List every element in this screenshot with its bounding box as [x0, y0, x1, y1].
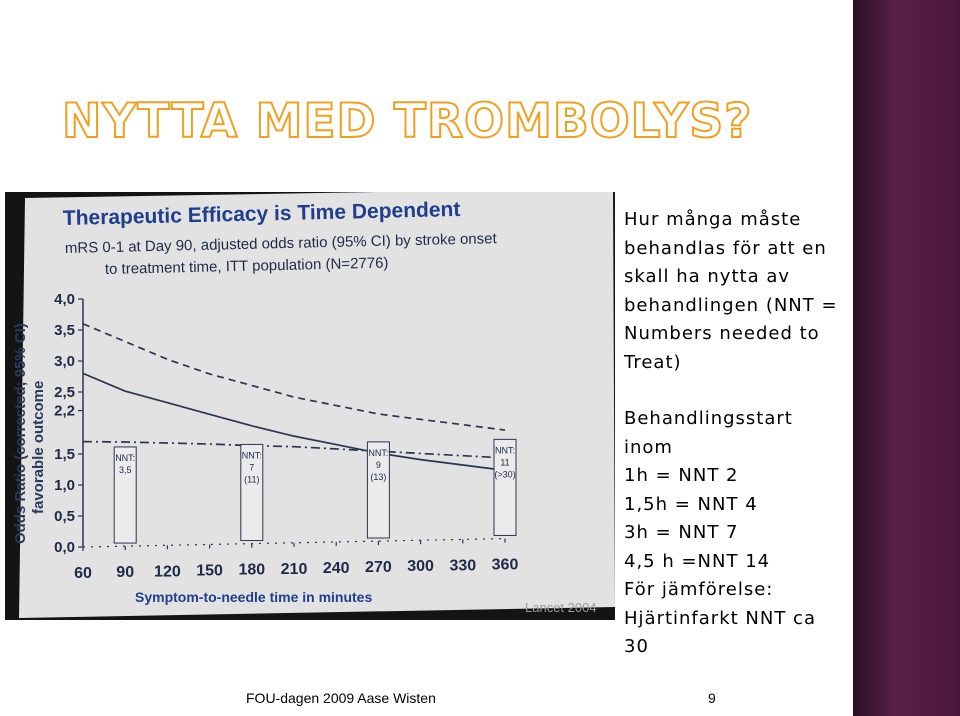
chart-photo [5, 192, 615, 620]
source-label: Lancet 2004 [525, 600, 597, 615]
y-tick-label: 1,0 [54, 477, 75, 494]
x-tick-label: 180 [238, 561, 266, 579]
nnt-box-label: NNT: [241, 450, 262, 461]
y-axis-title-line-1: Odds Ratio (corrected; 95% CI) [12, 323, 29, 544]
chart-subtitle-line-2: to treatment time, ITT population (N=2776) [104, 254, 389, 278]
slide-footer: FOU-dagen 2009 Aase Wisten [246, 690, 436, 706]
nnt-list-line: 1,5h = NNT 4 [624, 493, 758, 515]
nnt-box-label: NNT: [495, 445, 515, 456]
nnt-box-label: 11 [500, 457, 510, 468]
question-line: behandlas för att en [624, 237, 827, 259]
nnt-box-label: (13) [370, 471, 387, 482]
chart-title: Therapeutic Efficacy is Time Dependent [62, 197, 461, 230]
x-tick-label: 330 [449, 557, 477, 575]
nnt-list [624, 405, 849, 662]
page-number: 9 [708, 690, 716, 706]
nnt-box-label: NNT: [368, 447, 389, 458]
question-line: skall ha nytta av [624, 266, 791, 287]
question-line: Treat) [624, 351, 682, 373]
nnt-box-label: 7 [249, 462, 255, 473]
x-tick-label: 240 [322, 559, 350, 577]
nnt-list-line: 1h = NNT 2 [624, 465, 739, 486]
y-axis-title-line-2: favorable outcome [30, 380, 47, 514]
nnt-list-line: 30 [624, 636, 649, 657]
question-line: behandlingen (NNT = [624, 294, 838, 316]
nnt-box-label: (11) [244, 474, 260, 485]
question-line: Hur många måste [624, 209, 802, 230]
nnt-list-line: Hjärtinfarkt NNT ca [624, 607, 816, 629]
x-tick-label: 150 [196, 562, 223, 580]
x-tick-label: 90 [116, 564, 135, 582]
x-tick-label: 120 [154, 563, 181, 581]
x-tick-label: 270 [365, 559, 392, 577]
side-text [624, 206, 849, 662]
y-tick-label: 3,0 [54, 353, 75, 370]
nnt-list-line: inom [624, 436, 673, 458]
nnt-list-line: 4,5 h =NNT 14 [624, 550, 771, 572]
chart-subtitle-line-1: mRS 0-1 at Day 90, adjusted odds ratio (95% CI) by stroke onset [64, 230, 497, 257]
y-tick-label: 3,5 [54, 322, 75, 339]
nnt-list-line: För jämförelse: [624, 579, 774, 600]
y-tick-label: 4,0 [54, 291, 75, 308]
y-tick-label: 2,2 [54, 402, 75, 420]
y-tick-label: 1,5 [54, 446, 75, 463]
question-line: Numbers needed to [624, 323, 820, 344]
y-tick-label: 2,5 [54, 384, 75, 401]
nnt-box-label: 3,5 [118, 464, 132, 475]
x-tick-label: 60 [74, 565, 92, 582]
x-tick-label: 360 [491, 556, 519, 574]
nnt-box-label: (>30) [494, 469, 516, 480]
nnt-box-label: NNT: [115, 452, 136, 463]
nnt-list-line: Behandlingsstart [624, 408, 793, 429]
slide-title: NYTTA MED TROMBOLYS? [62, 94, 753, 149]
decorative-side-band [853, 0, 960, 716]
x-tick-label: 210 [280, 560, 308, 578]
x-tick-label: 300 [407, 558, 434, 576]
y-tick-label: 0,0 [54, 539, 75, 556]
y-tick-label: 0,5 [54, 508, 75, 525]
efficacy-chart [5, 192, 615, 620]
x-axis-title: Symptom-to-needle time in minutes [135, 589, 373, 605]
nnt-question [624, 206, 849, 377]
nnt-box-label: 9 [375, 459, 381, 470]
nnt-list-line: 3h = NNT 7 [624, 522, 739, 543]
